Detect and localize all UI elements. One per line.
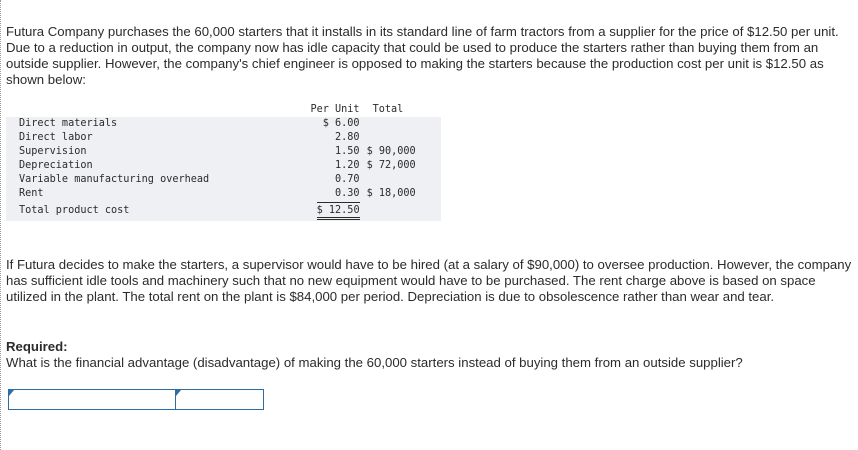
row-per-unit: 1.20 bbox=[335, 160, 360, 171]
page-left-border bbox=[0, 0, 1, 450]
table-row bbox=[6, 131, 441, 145]
header-per-unit: Per Unit bbox=[301, 103, 360, 117]
required-question: What is the financial advantage (disadvantage) of making the 60,000 starters instead of buying them from an outside supplier? bbox=[6, 355, 743, 370]
table-row bbox=[6, 145, 441, 159]
table-row bbox=[6, 159, 441, 173]
row-label: Depreciation bbox=[19, 160, 93, 171]
total-row-label: Total product cost bbox=[19, 205, 130, 216]
row-label: Variable manufacturing overhead bbox=[19, 174, 210, 185]
answer-label-cell[interactable] bbox=[9, 390, 176, 409]
cell-marker-icon bbox=[9, 390, 14, 396]
table-row bbox=[6, 187, 441, 201]
row-per-unit: 1.50 bbox=[335, 146, 360, 157]
row-label: Rent bbox=[19, 188, 44, 199]
table-row bbox=[6, 117, 441, 131]
row-total bbox=[367, 173, 431, 187]
problem-followup-text: If Futura decides to make the starters, a supervisor would have to be hired (at a salary of $90,000) to oversee production. However, the company has sufficient idle tools and machinery such that no new equipment would have to be purchased. The rent charge above is based on space utilized in the plant. The total rent on the plant is $84,000 per period. Depreciation is due to obsolescence rather than wear and tear. bbox=[6, 257, 852, 304]
row-per-unit: 2.80 bbox=[335, 132, 360, 143]
header-total: Total bbox=[367, 103, 431, 117]
required-label: Required: bbox=[6, 339, 68, 354]
cell-marker-icon bbox=[176, 390, 181, 396]
row-total: $ 18,000 bbox=[366, 188, 416, 199]
row-per-unit: 0.70 bbox=[335, 174, 360, 185]
header-label-cell bbox=[6, 103, 301, 117]
row-total bbox=[367, 117, 431, 131]
row-total: $ 90,000 bbox=[366, 146, 416, 157]
table-header-row bbox=[6, 103, 441, 117]
total-per-unit: $ 12.50 bbox=[317, 202, 360, 220]
row-per-unit: 0.30 bbox=[335, 188, 360, 199]
problem-intro-text: Futura Company purchases the 60,000 starters that it installs in its standard line of farm tractors from a supplier for the price of $12.50 per unit. Due to a reduction in output, the company now has idle capacity that could be used to produce the starters rather than buying them from an outside supplier. However, the company's chief engineer is opposed to making the starters because the production cost per unit is $12.50 as shown below: bbox=[6, 24, 839, 87]
row-label: Direct materials bbox=[19, 118, 118, 129]
row-per-unit: $ 6.00 bbox=[322, 118, 360, 129]
row-total bbox=[367, 131, 431, 145]
row-label: Supervision bbox=[19, 146, 87, 157]
row-total: $ 72,000 bbox=[366, 160, 416, 171]
required-section bbox=[6, 339, 852, 371]
production-cost-table bbox=[6, 103, 441, 221]
answer-amount-cell[interactable] bbox=[176, 390, 263, 409]
answer-input-row bbox=[8, 389, 264, 410]
total-row bbox=[6, 201, 441, 221]
row-label: Direct labor bbox=[19, 132, 93, 143]
table-row bbox=[6, 173, 441, 187]
